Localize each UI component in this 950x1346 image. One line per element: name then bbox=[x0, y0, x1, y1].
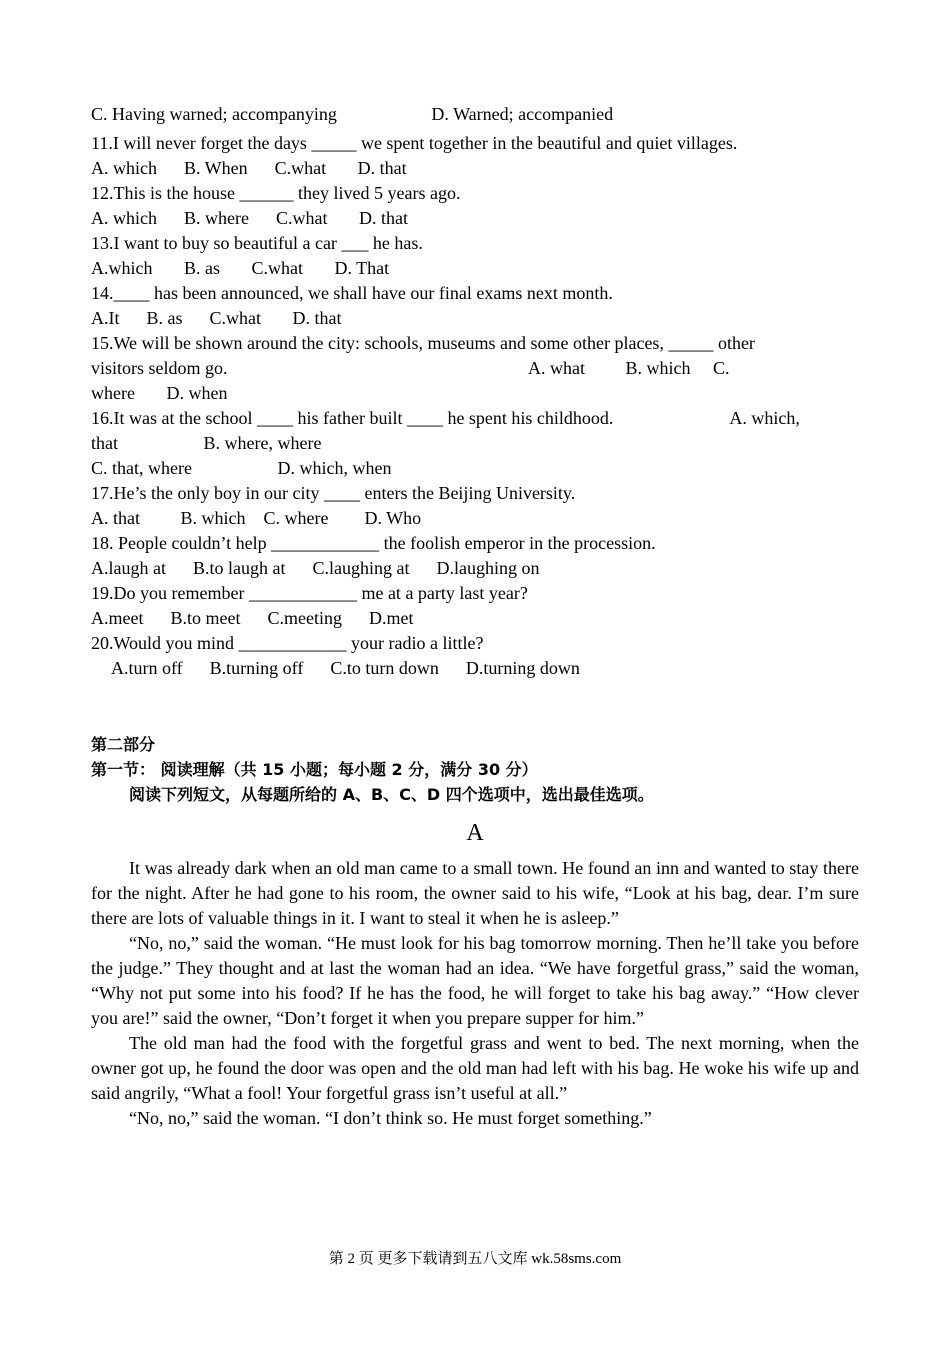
passage-a bbox=[91, 856, 859, 1131]
options-17: A. that B. which C. where D. Who bbox=[91, 508, 422, 528]
question-13: 13.I want to buy so beautiful a car ___ he has. bbox=[91, 233, 423, 253]
question-17: 17.He’s the only boy in our city ____ enters the Beijing University. bbox=[91, 483, 576, 503]
options-11: A. which B. When C.what D. that bbox=[91, 158, 407, 178]
question-15: 15.We will be shown around the city: schools, museums and some other places, _____ other bbox=[91, 333, 755, 353]
section-instruction: 阅读下列短文，从每题所给的 A、B、C、D 四个选项中，选出最佳选项。 bbox=[129, 785, 654, 804]
question-11: 11.I will never forget the days _____ we spent together in the beautiful and quiet villages. bbox=[91, 133, 738, 153]
question-15-cont: visitors seldom go. A. what B. which C. bbox=[91, 358, 730, 378]
option-line-q10: C. Having warned; accompanying D. Warned; accompanied bbox=[91, 104, 614, 124]
passage-paragraph-1: It was already dark when an old man came to a small town. He found an inn and wanted to stay there for the night. After he had gone to his room, the owner said to his wife, “Look at his bag, dear. I’m sure there are lots of valuable things in it. I want to steal it when he is asleep.” bbox=[91, 858, 859, 928]
part-title: 第二部分 bbox=[91, 735, 156, 754]
options-13: A.which B. as C.what D. That bbox=[91, 258, 390, 278]
passage-paragraph-4: “No, no,” said the woman. “I don’t think so. He must forget something.” bbox=[129, 1108, 652, 1128]
options-15: where D. when bbox=[91, 383, 228, 403]
options-20: A.turn off B.turning off C.to turn down D.turning down bbox=[111, 658, 580, 678]
page-footer: 第 2 页 更多下载请到五八文库 wk.58sms.com bbox=[328, 1251, 622, 1267]
options-19: A.meet B.to meet C.meeting D.met bbox=[91, 608, 414, 628]
question-12: 12.This is the house ______ they lived 5 years ago. bbox=[91, 183, 461, 203]
passage-paragraph-2: “No, no,” said the woman. “He must look for his bag tomorrow morning. Then he’ll take you before the judge.” They thought and at last the woman had an idea. “We have forgetful grass,” said the woman, “Why not put some into his food? If he has the food, he will forget to take his bag away.” “How clever you are!” said the owner, “Don’t forget it when you prepare supper for him.” bbox=[91, 933, 859, 1028]
question-18: 18. People couldn’t help ____________ the foolish emperor in the procession. bbox=[91, 533, 656, 553]
options-16a: that B. where, where bbox=[91, 433, 322, 453]
passage-paragraph-3: The old man had the food with the forgetful grass and went to bed. The next morning, when the owner got up, he found the door was open and the old man had left with his bag. He woke his wife up and said angrily, “What a fool! Your forgetful grass isn’t useful at all.” bbox=[91, 1033, 859, 1103]
options-12: A. which B. where C.what D. that bbox=[91, 208, 408, 228]
question-19: 19.Do you remember ____________ me at a party last year? bbox=[91, 583, 528, 603]
options-18: A.laugh at B.to laugh at C.laughing at D.laughing on bbox=[91, 558, 540, 578]
passage-label: A bbox=[466, 820, 484, 846]
question-16: 16.It was at the school ____ his father built ____ he spent his childhood. A. which, bbox=[91, 408, 800, 428]
section-heading: 第一节： 阅读理解（共 15 小题；每小题 2 分，满分 30 分） bbox=[91, 760, 538, 779]
options-16b: C. that, where D. which, when bbox=[91, 458, 392, 478]
question-14: 14.____ has been announced, we shall have our final exams next month. bbox=[91, 283, 613, 303]
question-20: 20.Would you mind ____________ your radio a little? bbox=[91, 633, 484, 653]
options-14: A.It B. as C.what D. that bbox=[91, 308, 342, 328]
